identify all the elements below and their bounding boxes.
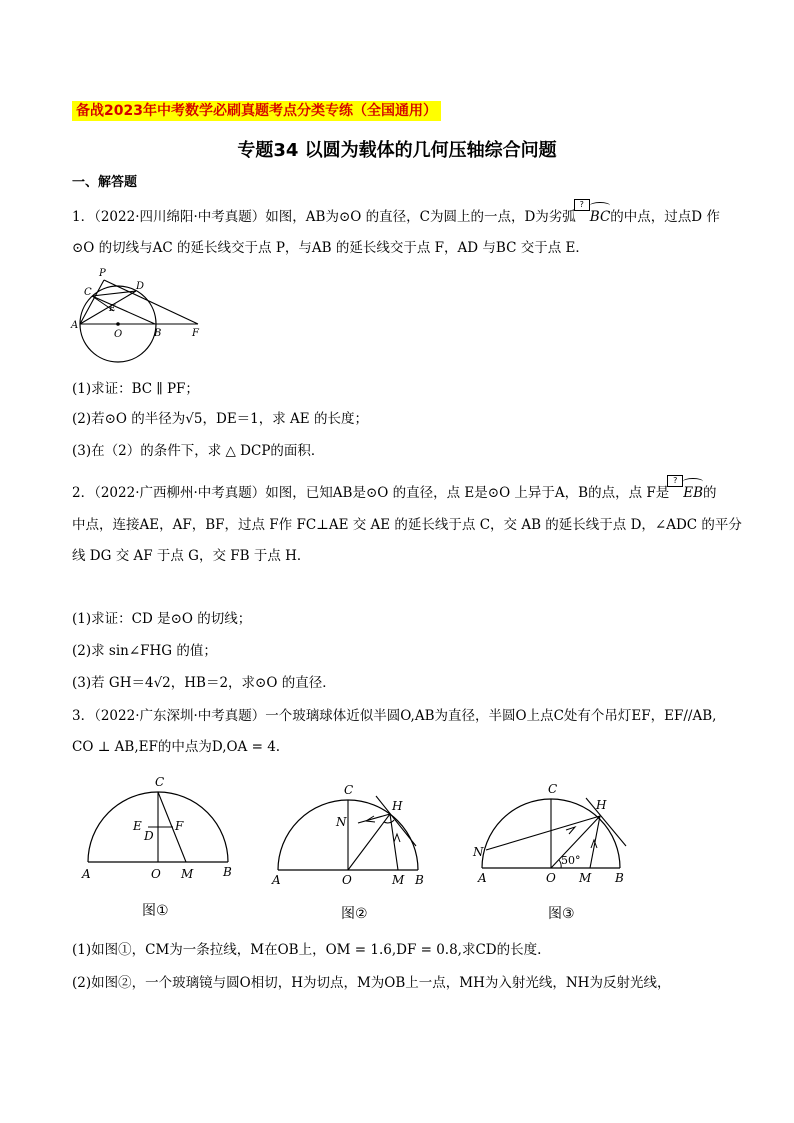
fig1-label-m: M <box>181 867 194 881</box>
q2-part3-text: (3)若 GH＝4 <box>72 675 154 691</box>
fig2-label-h: H <box>392 799 403 813</box>
fig3-label-a: A <box>478 871 487 885</box>
q3-line2: CO ⊥ AB,EF的中点为D,OA = 4. <box>72 739 281 755</box>
fig2-arrow-up <box>394 834 400 842</box>
q2-line2: 中点，连接AE，AF，BF，过点 F作 FC⊥AE 交 AE 的延长线于点 C，交 AB 的延长线于点 D，∠ADC 的平分 <box>72 517 742 533</box>
fig3-label-h: H <box>596 798 607 812</box>
arc-mark-icon: ? <box>574 199 590 211</box>
q1-label-o: O <box>114 329 123 340</box>
fig2-label-n: N <box>336 815 347 829</box>
q1-label-e: E <box>109 304 116 314</box>
fig1-label-a: A <box>82 867 91 881</box>
arc-mark-icon: ? <box>667 475 683 487</box>
q1-label-d: D <box>136 281 145 292</box>
q1-label-a: A <box>71 320 79 331</box>
fig2-label-m: M <box>392 873 405 887</box>
fig1-label-b: B <box>223 865 232 879</box>
q2-line1-end: 的 <box>703 485 717 501</box>
fig3-label-b: B <box>615 871 624 885</box>
q1-part3: (3)在（2）的条件下，求 △ DCP的面积． <box>72 443 325 459</box>
q3-figure-3 <box>470 776 645 888</box>
fig3-label-c: C <box>548 782 558 796</box>
q3-part2: (2)如图②，一个玻璃镜与圆O相切，H为切点，M为OB上一点，MH为入射光线，NH为反射光线， <box>72 975 671 991</box>
q1-sqrt5: √5 <box>185 411 203 427</box>
q1-figure <box>68 262 208 372</box>
fig1-label-d: D <box>144 829 154 843</box>
fig2-label-a: A <box>272 873 281 887</box>
page-title: 专题34 以圆为载体的几何压轴综合问题 <box>237 140 557 161</box>
fig3-caption: 图③ <box>548 906 575 922</box>
q2-part1: (1)求证：CD 是⊙O 的切线； <box>72 611 252 627</box>
q3-part1: (1)如图①，CM为一条拉线，M在OB上，OM = 1.6,DF = 0.8,求CD的长度. <box>72 942 542 958</box>
q1-line1 <box>72 200 720 227</box>
q1-label-p: P <box>99 268 106 279</box>
q2-sqrt2: √2 <box>153 675 171 691</box>
fig2-oh <box>348 814 390 870</box>
q3-figure-2 <box>268 776 438 888</box>
q3-figure-1 <box>78 772 248 884</box>
fig1-label-c: C <box>155 775 165 789</box>
fig1-label-f: F <box>175 819 184 833</box>
q2-part3 <box>72 673 336 693</box>
q2-part3-end: ，HB＝2，求⊙O 的直径． <box>170 675 336 691</box>
q2-part2: (2)求 sin∠FHG 的值； <box>72 643 217 659</box>
q1-line2: ⊙O 的切线与AC 的延长线交于点 P，与AB 的延长线交于点 F，AD 与BC 交于点 E． <box>72 240 589 256</box>
fig3-label-n: N <box>473 845 484 859</box>
fig3-label-angle: 50° <box>561 854 581 867</box>
q1-label-f: F <box>192 328 199 339</box>
fig2-label-b: B <box>415 873 424 887</box>
fig2-label-c: C <box>344 783 354 797</box>
fig2-label-o: O <box>342 873 352 887</box>
q1-line1-end: 的中点，过点D 作 <box>610 209 720 225</box>
arc-bc: BC <box>589 209 611 225</box>
fig3-arrow-right <box>566 827 575 834</box>
fig3-label-o: O <box>546 871 556 885</box>
q2-line1 <box>72 476 717 503</box>
fig1-caption: 图① <box>142 903 169 919</box>
q1-line-cb <box>92 296 155 324</box>
q1-part1: (1)求证：BC ∥ PF； <box>72 381 199 397</box>
arc-eb: EB <box>683 485 704 501</box>
fig2-caption: 图② <box>341 906 368 922</box>
q1-part2-end: ，DE＝1，求 AE 的长度； <box>202 411 368 427</box>
section-heading: 一、解答题 <box>72 175 138 190</box>
fig1-label-e: E <box>133 819 142 833</box>
fig1-label-o: O <box>151 867 161 881</box>
q2-line1-text: 2．（2022·广西柳州·中考真题）如图，已知AB是⊙O 的直径，点 E是⊙O 上异于A，B的点，点 F是 <box>72 485 670 501</box>
fig3-nh <box>486 816 600 850</box>
q1-label-b: B <box>154 328 162 339</box>
q1-line1-text: 1．（2022·四川绵阳·中考真题）如图，AB为⊙O 的直径，C为圆上的一点，D为劣弧 <box>72 209 576 225</box>
q2-line3: 线 DG 交 AF 于点 G，交 FB 于点 H． <box>72 548 311 564</box>
q1-part2-text: (2)若⊙O 的半径为 <box>72 411 186 427</box>
q1-center-dot <box>116 322 120 326</box>
q1-part2 <box>72 409 368 429</box>
series-banner: 备战2023年中考数学必刷真题考点分类专练（全国通用） <box>72 101 441 121</box>
q1-label-c: C <box>84 287 92 298</box>
q3-line1: 3．（2022·广东深圳·中考真题）一个玻璃球体近似半圆O,AB为直径，半圆O上点C处有个吊灯EF，EF//AB, <box>72 708 717 724</box>
fig3-label-m: M <box>579 871 592 885</box>
